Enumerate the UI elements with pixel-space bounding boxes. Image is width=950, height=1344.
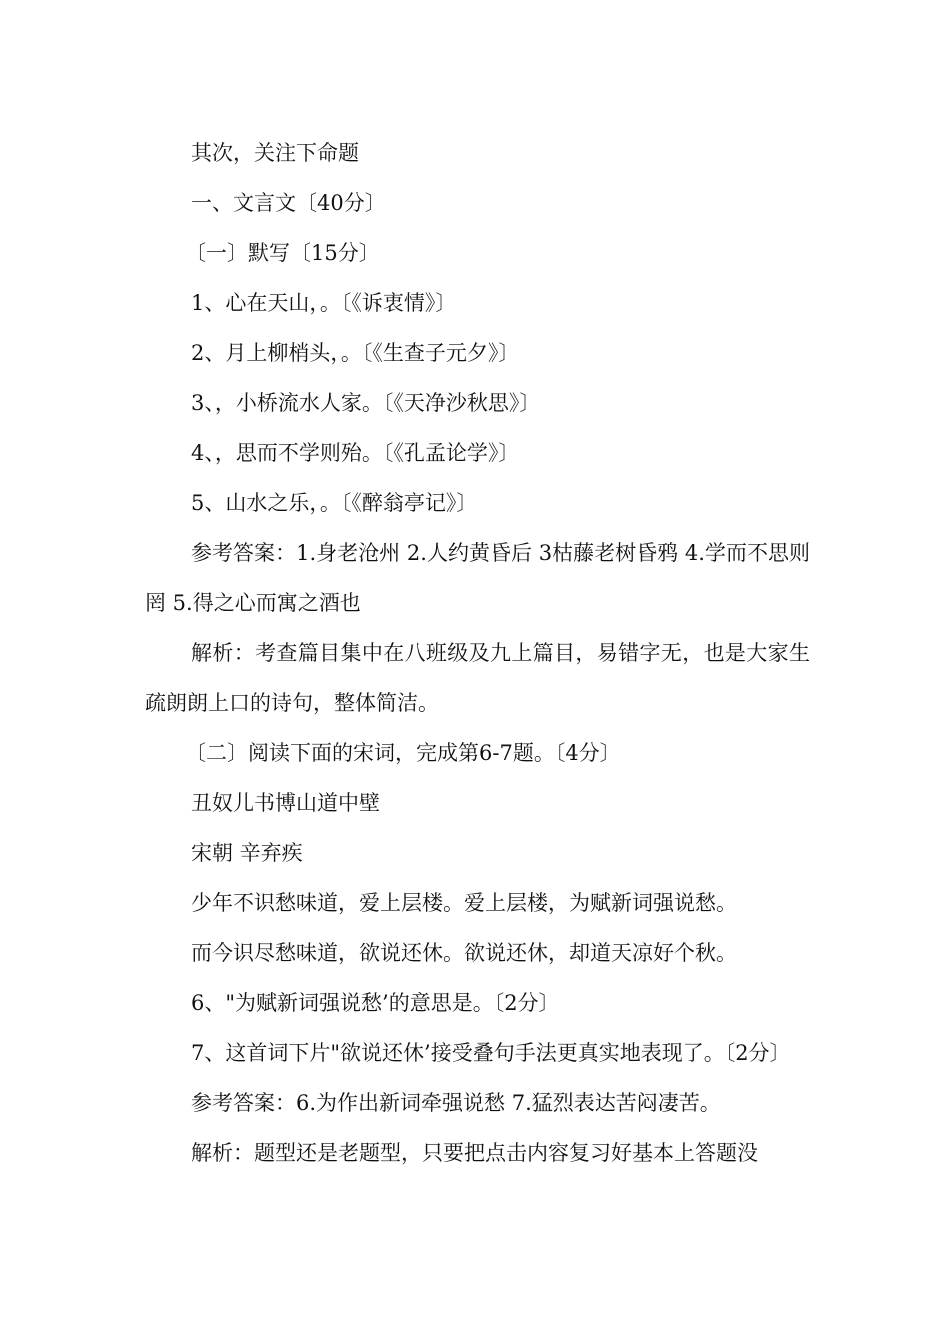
question-6: 6、"为赋新词强说愁’的意思是。〔2分〕 xyxy=(191,991,560,1015)
analysis-2: 解析：题型还是老题型，只要把点击内容复习好基本上答题没 xyxy=(191,1141,758,1165)
dictation-item-1: 1、心在天山，。〔《诉衷情》〕 xyxy=(191,291,457,315)
question-7: 7、这首词下片"欲说还休’接受叠句手法更真实地表现了。〔2分〕 xyxy=(191,1041,791,1065)
intro-line: 其次，关注下命题 xyxy=(191,141,359,165)
dictation-item-2: 2、月上柳梢头，。〔《生查子元夕》〕 xyxy=(191,341,520,365)
dictation-item-4: 4、，思而不学则殆。〔《孔孟论学》〕 xyxy=(191,441,520,465)
document-body xyxy=(145,128,810,1178)
poem-line-2: 而今识尽愁味道，欲说还休。欲说还休，却道天凉好个秋。 xyxy=(191,941,737,965)
reference-answer-2: 参考答案：6.为作出新词牵强说愁 7.猛烈表达苦闷凄苦。 xyxy=(191,1091,721,1115)
dictation-item-5: 5、山水之乐，。〔《醉翁亭记》〕 xyxy=(191,491,478,515)
subsection-heading-dictation: 〔一〕默写〔15分〕 xyxy=(185,241,380,265)
poem-author: 宋朝 辛弃疾 xyxy=(191,841,303,865)
dictation-item-3: 3、，小桥流水人家。〔《天净沙秋思》〕 xyxy=(191,391,541,415)
poem-line-1: 少年不识愁味道，爱上层楼。爱上层楼，为赋新词强说愁。 xyxy=(191,891,737,915)
subsection-heading-song-ci: 〔二〕阅读下面的宋词，完成第6-7题。〔4分〕 xyxy=(185,741,621,765)
section-heading-classical-chinese: 一、文言文〔40分〕 xyxy=(191,191,386,215)
reference-answer-1: 参考答案：1.身老沧州 2.人约黄昏后 3枯藤老树昏鸦 4.学而不思则罔 5.得之心而寓之酒也 xyxy=(145,541,810,615)
analysis-1: 解析：考查篇目集中在八班级及九上篇目，易错字无，也是大家生疏朗朗上口的诗句，整体简洁。 xyxy=(145,641,810,715)
poem-title: 丑奴儿书博山道中壁 xyxy=(191,791,380,815)
